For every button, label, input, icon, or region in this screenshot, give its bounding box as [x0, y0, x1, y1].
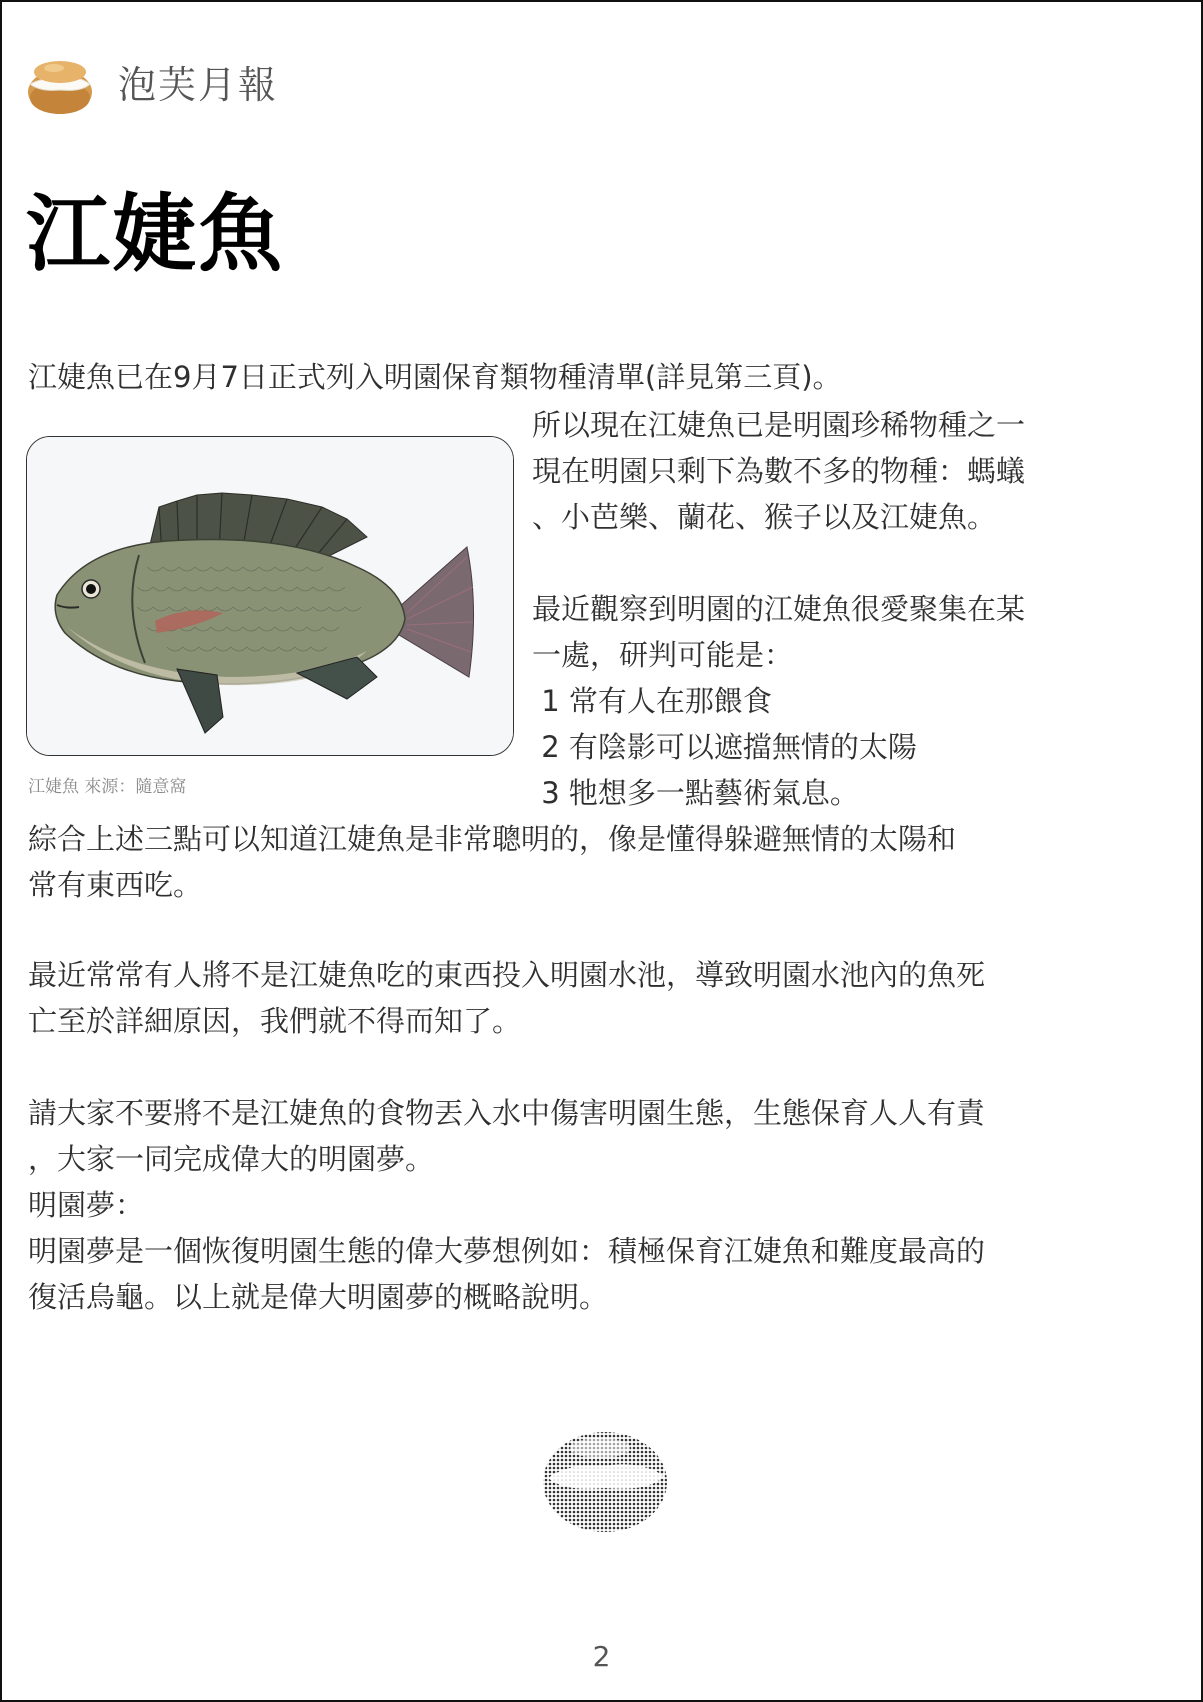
- paragraph-line: 明園夢是一個恢復明園生態的偉大夢想例如：積極保育江婕魚和難度最高的: [28, 1234, 986, 1268]
- paragraph-line: 最近常常有人將不是江婕魚吃的東西投入明園水池，導致明園水池內的魚死: [28, 958, 986, 992]
- paragraph-line: 最近觀察到明園的江婕魚很愛聚集在某: [532, 592, 1026, 626]
- paragraph-line: 一處，研判可能是：: [532, 638, 794, 672]
- tilapia-fish-icon: [27, 437, 513, 755]
- masthead: [26, 54, 278, 116]
- paragraph-line: 常有東西吃。: [28, 868, 203, 902]
- cream-puff-halftone-icon: [540, 1426, 670, 1536]
- paragraph-line: 亡至於詳細原因，我們就不得而知了。: [28, 1004, 522, 1038]
- figure-caption: 江婕魚 來源：隨意窩: [28, 777, 187, 797]
- paragraph-line: ，大家一同完成偉大的明園夢。: [28, 1142, 435, 1176]
- fish-figure: [26, 436, 514, 756]
- cream-puff-icon: [26, 54, 94, 116]
- lead-paragraph: 江婕魚已在9月7日正式列入明園保育類物種清單(詳見第三頁)。: [28, 360, 842, 394]
- paragraph-line: 復活烏龜。以上就是偉大明園夢的概略說明。: [28, 1280, 609, 1314]
- paragraph-line: 所以現在江婕魚已是明園珍稀物種之一: [532, 408, 1026, 442]
- paragraph-line: 、小芭樂、蘭花、猴子以及江婕魚。: [532, 500, 997, 534]
- section-heading: 明園夢：: [28, 1188, 145, 1222]
- article-title: 江婕魚: [26, 185, 285, 283]
- paragraph-line: 綜合上述三點可以知道江婕魚是非常聰明的，像是懂得躲避無情的太陽和: [28, 822, 957, 856]
- list-item: 3 牠想多一點藝術氣息。: [532, 776, 859, 810]
- page-number: 2: [592, 1640, 611, 1673]
- paragraph-line: 現在明園只剩下為數不多的物種：螞蟻: [532, 454, 1026, 488]
- paragraph-line: 請大家不要將不是江婕魚的食物丟入水中傷害明園生態，生態保育人人有責: [28, 1096, 986, 1130]
- list-item: 1 常有人在那餵食: [532, 684, 772, 718]
- magazine-name: 泡芙月報: [118, 63, 279, 107]
- list-item: 2 有陰影可以遮擋無情的太陽: [532, 730, 917, 764]
